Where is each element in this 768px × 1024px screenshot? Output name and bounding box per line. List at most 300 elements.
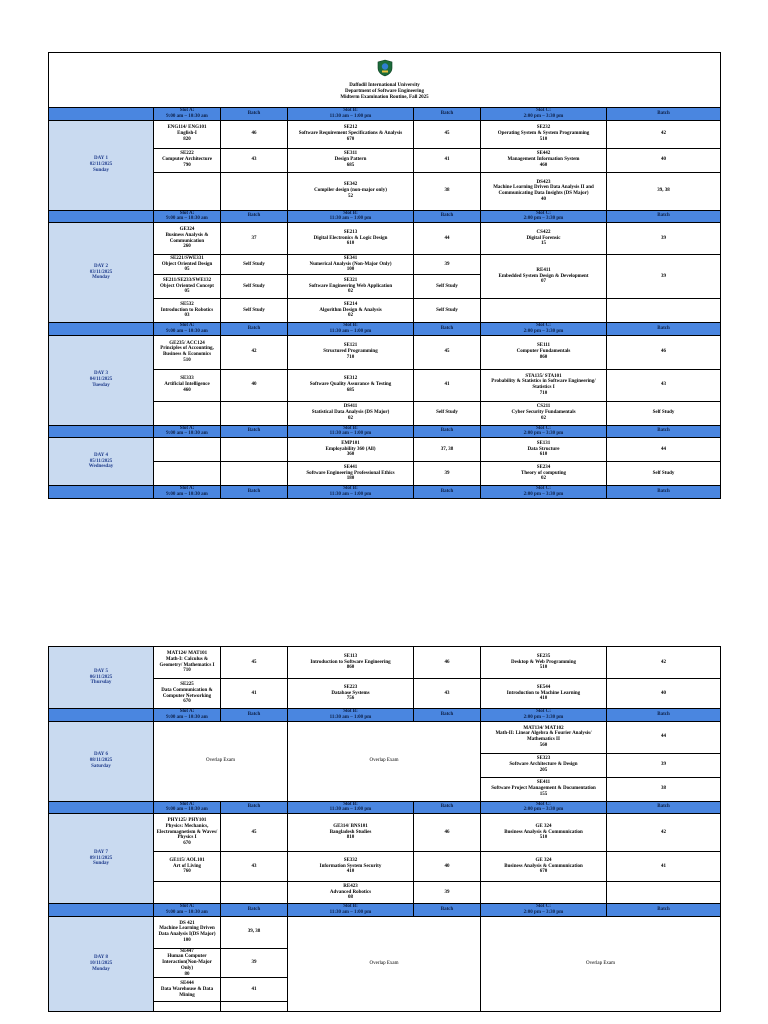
batch-header: Batch [221, 709, 288, 722]
cell-line: 260 [183, 244, 191, 250]
slot-header-row [49, 108, 721, 121]
slot-a-course [154, 916, 221, 948]
slot-c-batch: 38 [607, 777, 721, 801]
exam-row [49, 438, 721, 462]
cell-line: SE447 [180, 948, 194, 954]
exam-row [49, 647, 721, 679]
cell-line: 670 [539, 869, 548, 875]
slot-b-batch: Self Study [414, 299, 481, 323]
cell-line: 710 [539, 390, 548, 396]
slot-header-row [49, 425, 721, 438]
slot-a-course [154, 814, 221, 852]
day-label-cell [49, 223, 154, 323]
overlap-exam-slot-c: Overlap Exam [481, 916, 721, 1012]
slot-c-label [481, 709, 607, 722]
cell-line: 820 [183, 136, 191, 142]
cell-line: Object Oriented Concept [160, 283, 214, 289]
slot-name: Slot C: [536, 486, 551, 491]
slot-a-course [154, 647, 221, 679]
slot-c-batch: 44 [607, 438, 721, 462]
slot-time: 2:00 pm – 3:30 pm [523, 216, 564, 222]
slot-a-batch: 39, 38 [221, 916, 288, 948]
slot-a-batch: Self Study [221, 255, 288, 275]
slot-a-label [154, 108, 221, 121]
cell-line: 610 [539, 452, 548, 458]
slot-header-row [49, 210, 721, 223]
day-label-line: Wednesday [88, 464, 114, 470]
slot-c-batch: 39 [607, 223, 721, 255]
slot-a-batch [221, 438, 288, 462]
cell-line: 860 [539, 354, 548, 360]
cell-line: Embedded System Design & Development [498, 273, 589, 279]
cell-line: Structured Programming [323, 349, 378, 355]
slot-name: Slot B: [343, 709, 358, 714]
slot-a-label [154, 709, 221, 722]
batch-header: Batch [414, 486, 481, 499]
slot-b-course [288, 275, 414, 299]
cell-line: SE323 [536, 756, 551, 762]
cell-line: 510 [539, 136, 548, 142]
slot-a-batch: 41 [221, 679, 288, 709]
cell-line: Art of Living [172, 863, 202, 869]
slot-name: Slot C: [536, 108, 551, 113]
cell-line: 510 [539, 665, 548, 671]
header-department: Department of Software Engineering [345, 89, 424, 95]
slot-name: Slot B: [343, 801, 358, 807]
cell-line: Computer Architecture [162, 157, 212, 163]
slot-c-batch: 43 [607, 369, 721, 401]
day-label-cell [49, 814, 154, 904]
cell-line: Artificial Intelligence [164, 382, 210, 388]
slot-b-label [288, 486, 414, 499]
slot-name: Slot A: [179, 323, 195, 328]
slot-header-row [49, 709, 721, 722]
cell-line: Probability & Statistics in Software Engineering/ Statistics I [491, 379, 596, 390]
cell-line: English-I [177, 131, 197, 137]
slot-header-row [49, 486, 721, 499]
batch-header: Batch [607, 709, 721, 722]
slot-time: 11:30 am – 1:00 pm [329, 328, 372, 334]
slot-time: 9:00 am – 10:30 am [166, 714, 208, 720]
cell-line: 560 [539, 742, 548, 748]
slot-blank [49, 323, 154, 336]
cell-line: SE321 [343, 277, 358, 283]
day-label-line: 05/11/2025 [89, 458, 113, 464]
slot-a-course [154, 401, 221, 425]
slot-c-course [481, 462, 607, 486]
exam-row [49, 916, 721, 948]
cell-line: Business Analysis & Communication [504, 863, 583, 869]
batch-header: Batch [414, 904, 481, 917]
slot-a-batch [221, 462, 288, 486]
slot-a-course [154, 882, 221, 904]
cell-line: Information System Security [319, 863, 382, 869]
slot-b-label [288, 801, 414, 814]
overlap-exam-slot-b: Overlap Exam [288, 916, 481, 1012]
exam-row [49, 120, 721, 148]
slot-b-course [288, 679, 414, 709]
slot-blank [49, 210, 154, 223]
slot-a-batch [221, 401, 288, 425]
cell-line: SE411 [536, 780, 551, 786]
cell-line: 03 [184, 313, 190, 319]
slot-a-course [154, 172, 221, 210]
day-label-line: DAY 2 [94, 263, 108, 269]
slot-a-course [154, 223, 221, 255]
slot-name: Slot C: [536, 323, 551, 328]
cell-line: SE225 [180, 682, 194, 687]
slot-a-batch: 45 [221, 647, 288, 679]
cell-line: 360 [346, 452, 355, 458]
batch-header: Batch [414, 425, 481, 438]
slot-c-course [481, 335, 607, 369]
slot-b-batch: 39 [414, 882, 481, 904]
day-label-cell [49, 438, 154, 486]
cell-line: 710 [346, 354, 355, 360]
cell-line: SE332 [343, 857, 358, 863]
batch-header: Batch [607, 323, 721, 336]
cell-line: SE211/SE233/SWE132 [162, 277, 212, 283]
day-label-line: 06/11/2025 [89, 674, 113, 680]
cell-line: MAT124/ MAT101 [166, 651, 208, 656]
day-label-line: DAY 5 [94, 668, 108, 674]
slot-blank [49, 486, 154, 499]
cell-line: 756 [346, 696, 355, 702]
slot-b-batch: 46 [414, 814, 481, 852]
slot-name: Slot B: [343, 323, 358, 328]
slot-time: 11:30 am – 1:00 pm [329, 714, 372, 720]
slot-time: 2:00 pm – 3:30 pm [523, 491, 564, 497]
cell-line: SE221/SWE331 [170, 255, 204, 261]
cell-line: Bangladesh Studies [329, 829, 372, 835]
slot-b-batch: 41 [414, 369, 481, 401]
cell-line: GE314/ BNS101 [333, 823, 368, 829]
cell-line: CS422 [536, 229, 551, 235]
slot-c-label [481, 323, 607, 336]
slot-a-course [154, 948, 221, 978]
day-label-cell [49, 335, 154, 425]
slot-time: 11:30 am – 1:00 pm [329, 216, 372, 222]
cell-line: Employability 360 (All) [325, 446, 376, 452]
empty-cell [154, 1002, 221, 1012]
slot-c-course [481, 777, 607, 801]
slot-a-batch: 43 [221, 148, 288, 172]
cell-line: SE111 [536, 343, 551, 349]
slot-name: Slot B: [343, 425, 358, 431]
slot-time: 11:30 am – 1:00 pm [329, 491, 372, 497]
cell-line: 180 [346, 476, 355, 482]
cell-line: 02 [348, 415, 353, 421]
slot-header-row [49, 323, 721, 336]
cell-line: 40 [541, 196, 546, 202]
slot-c-batch: 40 [607, 148, 721, 172]
cell-line: Principles of Accounting, Business & Economics [160, 346, 214, 357]
slot-a-batch: 42 [221, 335, 288, 369]
batch-header: Batch [414, 709, 481, 722]
day-label-line: 03/11/2025 [89, 269, 113, 275]
routine-table-page-2 [48, 646, 721, 1012]
slot-time: 11:30 am – 1:00 pm [329, 909, 372, 915]
cell-line: Data Communication & Computer Networking [161, 687, 213, 699]
cell-line: Business Analysis & Communication [165, 232, 209, 244]
batch-header: Batch [414, 108, 481, 121]
cell-line: 155 [539, 791, 548, 797]
slot-c-course [481, 753, 607, 777]
day-label-line: Saturday [91, 763, 111, 769]
cell-line: SE223 [343, 684, 358, 690]
slot-a-batch: Self Study [221, 299, 288, 323]
cell-line: Introduction to Machine Learning [506, 690, 581, 696]
slot-c-course [481, 148, 607, 172]
cell-line: SE342 [343, 182, 358, 188]
day-label-cell [49, 721, 154, 801]
cell-line: 80 [184, 971, 190, 977]
slot-a-course [154, 120, 221, 148]
slot-b-label [288, 108, 414, 121]
slot-c-course [481, 814, 607, 852]
cell-line: SE311 [343, 151, 358, 157]
slot-name: Slot A: [179, 904, 195, 909]
slot-b-batch: 38 [414, 172, 481, 210]
slot-b-batch: 41 [414, 148, 481, 172]
slot-b-batch: Self Study [414, 275, 481, 299]
slot-name: Slot B: [343, 108, 358, 113]
exam-row [49, 335, 721, 369]
cell-line: Computer Fundamentals [516, 349, 571, 355]
cell-line: SE444 [180, 981, 194, 987]
day-label-line: Tuesday [92, 382, 110, 388]
cell-line: Numerical Analysis (Non-Major Only) [309, 261, 392, 267]
slot-a-course [154, 255, 221, 275]
overlap-exam-slot-a: Overlap Exam [154, 721, 288, 801]
routine-header [49, 53, 721, 108]
slot-b-label [288, 323, 414, 336]
cell-line: CS211 [536, 404, 551, 410]
batch-header: Batch [607, 904, 721, 917]
cell-line: 07 [541, 279, 546, 285]
cell-line: SE532 [180, 301, 194, 307]
cell-line: 610 [346, 241, 355, 247]
slot-b-course [288, 438, 414, 462]
cell-line: Digital Electronics & Logic Design [313, 235, 388, 241]
cell-line: Machine Learning Driven Data Analysis II and Communicating Data Insights (DS Major) [493, 185, 594, 196]
slot-b-course [288, 335, 414, 369]
day-label-cell [49, 120, 154, 210]
cell-line: SE131 [536, 440, 551, 446]
slot-c-course [481, 299, 607, 323]
slot-c-course [481, 223, 607, 255]
slot-a-course [154, 679, 221, 709]
slot-b-label [288, 425, 414, 438]
slot-c-batch: 39 [607, 753, 721, 777]
batch-header: Batch [221, 486, 288, 499]
day-label-line: Thursday [90, 680, 112, 686]
day-label-line: Sunday [92, 861, 110, 867]
slot-a-label [154, 801, 221, 814]
day-label-line: 02/11/2025 [89, 162, 113, 168]
slot-a-label [154, 486, 221, 499]
day-label-cell [49, 647, 154, 709]
exam-row [49, 223, 721, 255]
day-label-line: DAY 4 [94, 452, 108, 458]
slot-c-label [481, 210, 607, 223]
slot-a-label [154, 904, 221, 917]
slot-c-course [481, 647, 607, 679]
slot-b-batch: 37, 38 [414, 438, 481, 462]
slot-c-batch: Self Study [607, 462, 721, 486]
slot-b-course [288, 814, 414, 852]
slot-a-batch: 37 [221, 223, 288, 255]
cell-line: GE 324 [535, 857, 552, 863]
cell-line: 02 [541, 476, 546, 482]
cell-line: Software Quality Assurance & Testing [309, 382, 392, 388]
cell-line: Data Warehouse & Data Mining [160, 986, 214, 998]
slot-c-course [481, 401, 607, 425]
slot-a-batch: Self Study [221, 275, 288, 299]
cell-line: Theory of computing [521, 470, 566, 476]
cell-line: DS423 [536, 179, 551, 185]
cell-line: 810 [346, 835, 355, 841]
slot-blank [49, 801, 154, 814]
slot-blank [49, 425, 154, 438]
slot-name: Slot C: [536, 709, 551, 714]
cell-line: PHY125/ PHY101 [167, 818, 207, 824]
batch-header: Batch [607, 108, 721, 121]
overlap-exam-slot-b: Overlap Exam [288, 721, 481, 801]
cell-line: SE312 [343, 376, 358, 382]
cell-line: GE235/ ACC124 [169, 340, 205, 346]
slot-c-label [481, 425, 607, 438]
cell-line: 685 [346, 387, 355, 393]
cell-line: 15 [541, 241, 546, 247]
day-label-line: DAY 3 [94, 371, 108, 377]
batch-header: Batch [414, 210, 481, 223]
cell-line: Advanced Robotics [329, 889, 372, 895]
slot-c-course [481, 255, 607, 299]
cell-line: 05 [184, 289, 190, 295]
slot-c-batch [607, 299, 721, 323]
slot-a-label [154, 323, 221, 336]
cell-line: RE423 [343, 883, 358, 889]
cell-line: GE115/ AOL101 [169, 857, 205, 863]
slot-b-course [288, 462, 414, 486]
slot-time: 2:00 pm – 3:30 pm [523, 714, 564, 720]
slot-c-batch: 42 [607, 120, 721, 148]
slot-a-batch: 43 [221, 852, 288, 882]
slot-blank [49, 709, 154, 722]
slot-name: Slot C: [536, 210, 551, 216]
slot-time: 2:00 pm – 3:30 pm [523, 909, 564, 915]
cell-line: Software Engineering Professional Ethics [306, 470, 395, 476]
slot-b-batch: 39 [414, 462, 481, 486]
slot-a-course [154, 335, 221, 369]
cell-line: 08 [348, 895, 353, 901]
cell-line: 670 [183, 699, 191, 705]
slot-b-course [288, 148, 414, 172]
slot-a-batch: 41 [221, 978, 288, 1002]
batch-header: Batch [221, 323, 288, 336]
day-label-line: Sunday [92, 167, 110, 173]
slot-c-batch: 39 [607, 255, 721, 299]
cell-line: 710 [183, 668, 191, 674]
slot-b-course [288, 172, 414, 210]
cell-line: 790 [183, 162, 191, 168]
day-label-line: Monday [92, 966, 110, 972]
slot-b-batch: Self Study [414, 401, 481, 425]
cell-line: Algorithm Design & Analysis [319, 307, 382, 313]
slot-b-course [288, 369, 414, 401]
cell-line: 510 [539, 835, 548, 841]
cell-line: Software Requirement Specifications & Analysis [298, 131, 403, 137]
slot-name: Slot C: [536, 904, 551, 909]
cell-line: SE212 [343, 125, 358, 131]
cell-line: 460 [183, 387, 191, 393]
slot-time: 11:30 am – 1:00 pm [329, 431, 372, 437]
slot-c-label [481, 108, 607, 121]
cell-line: GE324 [179, 227, 195, 232]
cell-line: Physics: Mechanics, Electromagnetism & Waves/ Physics I [156, 823, 218, 841]
cell-line: Compiler design (non-major only) [314, 188, 387, 194]
cell-line: SE544 [536, 684, 551, 690]
slot-a-batch: 40 [221, 369, 288, 401]
slot-name: Slot A: [179, 425, 195, 431]
day-label-line: Monday [92, 275, 110, 281]
batch-header: Batch [607, 210, 721, 223]
cell-line: 52 [348, 193, 353, 199]
slot-a-course [154, 275, 221, 299]
slot-a-batch: 39 [221, 948, 288, 978]
slot-b-course [288, 223, 414, 255]
slot-name: Slot A: [179, 108, 195, 113]
cell-line: 410 [539, 696, 548, 702]
cell-line: SE121 [343, 343, 358, 349]
cell-line: Software Engineering Web Application [308, 283, 393, 289]
slot-c-course [481, 120, 607, 148]
cell-line: Design Pattern [334, 157, 367, 163]
slot-a-course [154, 462, 221, 486]
slot-c-course [481, 438, 607, 462]
cell-line: Desktop & Web Programming [511, 659, 576, 665]
slot-b-course [288, 401, 414, 425]
cell-line: SE232 [536, 125, 551, 131]
slot-b-course [288, 299, 414, 323]
cell-line: SE113 [343, 653, 358, 659]
slot-name: Slot C: [536, 425, 551, 431]
slot-a-course [154, 299, 221, 323]
slot-c-batch: 40 [607, 679, 721, 709]
batch-header: Batch [607, 486, 721, 499]
slot-b-batch: 46 [414, 647, 481, 679]
empty-cell [221, 1002, 288, 1012]
cell-line: 510 [183, 357, 191, 363]
cell-line: 100 [346, 267, 355, 273]
slot-a-course [154, 369, 221, 401]
slot-b-label [288, 904, 414, 917]
slot-time: 9:00 am – 10:30 am [166, 216, 208, 222]
slot-header-row [49, 801, 721, 814]
slot-time: 2:00 pm – 3:30 pm [523, 807, 564, 813]
slot-c-batch: 42 [607, 814, 721, 852]
day-label-line: 09/11/2025 [89, 855, 113, 861]
slot-name: Slot B: [343, 210, 358, 216]
cell-line: 860 [346, 665, 355, 671]
slot-b-batch: 43 [414, 679, 481, 709]
slot-c-label [481, 801, 607, 814]
batch-header: Batch [221, 425, 288, 438]
routine-table-page-1 [48, 52, 721, 499]
slot-c-label [481, 486, 607, 499]
slot-a-batch: 45 [221, 814, 288, 852]
